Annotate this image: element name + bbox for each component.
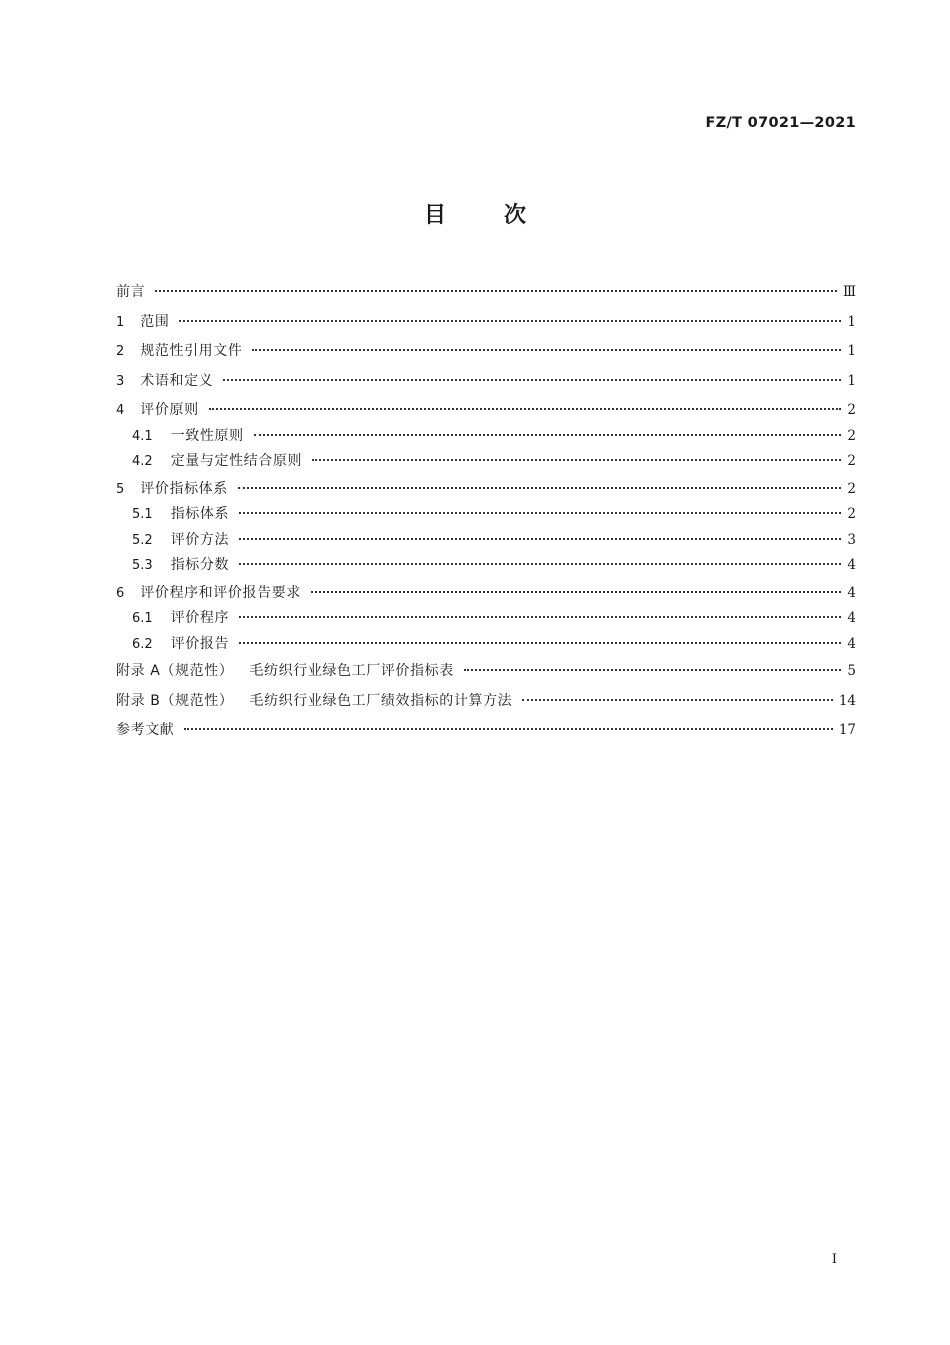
toc-entry-number: 1 (116, 314, 125, 330)
toc-entry-page: 2 (847, 453, 856, 469)
toc-title (0, 198, 950, 229)
toc-entry-number: 6 (116, 585, 125, 601)
toc-entry[interactable] (116, 716, 856, 746)
toc-entry-label: 术语和定义 (140, 372, 214, 389)
toc-leader-dots (184, 728, 832, 730)
toc-leader-dots (464, 669, 842, 671)
toc-leader-dots (239, 563, 841, 565)
toc-entry[interactable] (116, 579, 856, 609)
toc-entry-label: 评价原则 (140, 402, 199, 418)
toc-entry-page: 1 (847, 372, 856, 389)
toc-entry[interactable] (116, 657, 856, 687)
toc-entry-page: 5 (847, 663, 856, 679)
toc-entry-label: 评价报告 (170, 635, 230, 652)
toc-entry[interactable] (116, 528, 856, 554)
toc-entry-number: 4.1 (132, 428, 153, 444)
toc-leader-dots (254, 434, 842, 436)
toc-entry-label (116, 657, 454, 687)
toc-entry[interactable] (116, 606, 856, 632)
toc-entry[interactable] (116, 278, 856, 308)
toc-entry-number: 6.2 (132, 636, 153, 652)
toc-entry-number: 3 (116, 373, 125, 389)
toc-entry-label: 评价程序 (170, 610, 230, 626)
toc-leader-dots (239, 538, 841, 540)
toc-leader-dots (522, 699, 833, 701)
toc-leader-dots (239, 512, 841, 514)
toc-leader-dots (155, 290, 837, 292)
appendix-title: 毛纺织行业绿色工厂绩效指标的计算方法 (249, 692, 513, 709)
toc-entry-number: 6.1 (132, 611, 153, 626)
toc-entry-page: 2 (847, 402, 856, 418)
toc-entry-label: 评价方法 (170, 531, 230, 548)
toc-entry[interactable] (116, 337, 856, 367)
toc-title-char-1: 目 (423, 203, 446, 228)
toc-entry-page: 1 (847, 313, 856, 330)
toc-entry-number: 5 (116, 481, 125, 497)
toc-entry[interactable] (116, 308, 856, 338)
toc-entry-number: 5.2 (132, 532, 153, 548)
toc-leader-dots (239, 616, 841, 618)
toc-entry-page: 4 (847, 635, 856, 652)
toc-leader-dots (179, 320, 841, 322)
toc-leader-dots (209, 408, 842, 410)
toc-entry[interactable] (116, 424, 856, 450)
toc-entry[interactable] (116, 396, 856, 426)
toc-entry-label: 前言 (116, 284, 146, 300)
toc-leader-dots (311, 591, 842, 593)
appendix-title: 毛纺织行业绿色工厂评价指标表 (249, 663, 454, 679)
toc-entry-page: 17 (838, 722, 856, 738)
toc-entry[interactable] (116, 687, 856, 717)
toc-entry-label: 评价程序和评价报告要求 (140, 584, 301, 601)
toc-entry-page: 14 (838, 692, 856, 709)
toc-entry-label: 一致性原则 (170, 427, 244, 444)
appendix-tag: 附录 B（规范性） (116, 692, 234, 709)
toc-leader-dots (312, 459, 841, 461)
toc-entry[interactable] (116, 475, 856, 505)
toc-entry-page: 2 (847, 427, 856, 444)
toc-entry-page: 2 (847, 506, 856, 522)
toc-leader-dots (223, 379, 841, 381)
toc-entry-number: 4.2 (132, 454, 153, 469)
toc-entry-label: 范围 (140, 313, 170, 330)
toc-entry[interactable] (116, 632, 856, 658)
toc-leader-dots (252, 349, 841, 351)
toc-entry-page: 4 (847, 584, 856, 601)
toc-entry-number: 4 (116, 403, 125, 418)
toc-entry-page: 4 (847, 610, 856, 626)
table-of-contents (116, 278, 856, 746)
toc-entry-label: 规范性引用文件 (140, 343, 243, 359)
toc-entry-label: 定量与定性结合原则 (170, 453, 303, 469)
toc-entry-number: 2 (116, 344, 125, 359)
toc-entry-number: 5.1 (132, 507, 153, 522)
toc-leader-dots (239, 642, 841, 644)
toc-entry[interactable] (116, 553, 856, 579)
page-number: I (831, 1252, 837, 1267)
standard-code: FZ/T 07021—2021 (705, 115, 856, 131)
toc-entry-page: Ⅲ (842, 284, 856, 300)
toc-entry-page: 3 (847, 531, 856, 548)
toc-title-char-2: 次 (504, 203, 527, 228)
toc-entry-label: 指标体系 (170, 506, 230, 522)
toc-entry[interactable] (116, 449, 856, 475)
toc-entry-label: 评价指标体系 (140, 480, 228, 497)
appendix-tag: 附录 A（规范性） (116, 663, 234, 679)
toc-entry-label: 参考文献 (116, 722, 175, 738)
toc-entry[interactable] (116, 367, 856, 397)
toc-entry-page: 2 (847, 480, 856, 497)
toc-entry-number: 5.3 (132, 558, 153, 573)
toc-entry-label (116, 687, 512, 717)
toc-entry-page: 4 (847, 557, 856, 573)
toc-entry[interactable] (116, 502, 856, 528)
toc-entry-label: 指标分数 (170, 557, 230, 573)
toc-entry-page: 1 (847, 343, 856, 359)
toc-leader-dots (238, 487, 842, 489)
